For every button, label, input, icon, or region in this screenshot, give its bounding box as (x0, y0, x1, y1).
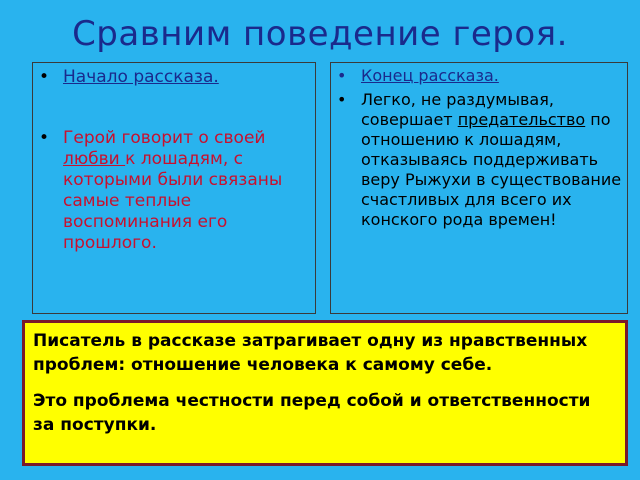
ending-underlined-word: предательство (457, 110, 586, 129)
ending-text-before: Легко, не раздумывая, совершает (361, 90, 554, 129)
beginning-text-after: к лошадям, с которыми были связаны самые теплые воспоминания его прошлого. (63, 149, 283, 253)
ending-list (331, 66, 627, 230)
story-beginning-box (32, 62, 316, 314)
ending-heading (331, 66, 627, 86)
slide-title: Сравним поведение героя. (72, 14, 568, 54)
beginning-list (33, 67, 315, 254)
ending-heading-text: Конец рассказа. (361, 66, 499, 85)
ending-text-after: по отношению к лошадям, отказываясь поддерживать веру Рыжухи в существование счастливых для всего их конского рода времен! (361, 110, 622, 229)
beginning-text-before: Герой говорит о своей (63, 128, 266, 148)
beginning-underlined-word: любви (63, 149, 126, 169)
ending-description (331, 90, 627, 230)
beginning-description (33, 128, 315, 254)
summary-box (22, 320, 628, 466)
story-ending-box (330, 62, 628, 314)
summary-paragraph-2: Это проблема честности перед собой и ответственности за поступки. (33, 391, 591, 435)
beginning-heading (33, 67, 315, 88)
summary-paragraph-1: Писатель в рассказе затрагивает одну из нравственных проблем: отношение человека к самому себе. (33, 331, 588, 375)
beginning-heading-text: Начало рассказа. (63, 67, 219, 87)
